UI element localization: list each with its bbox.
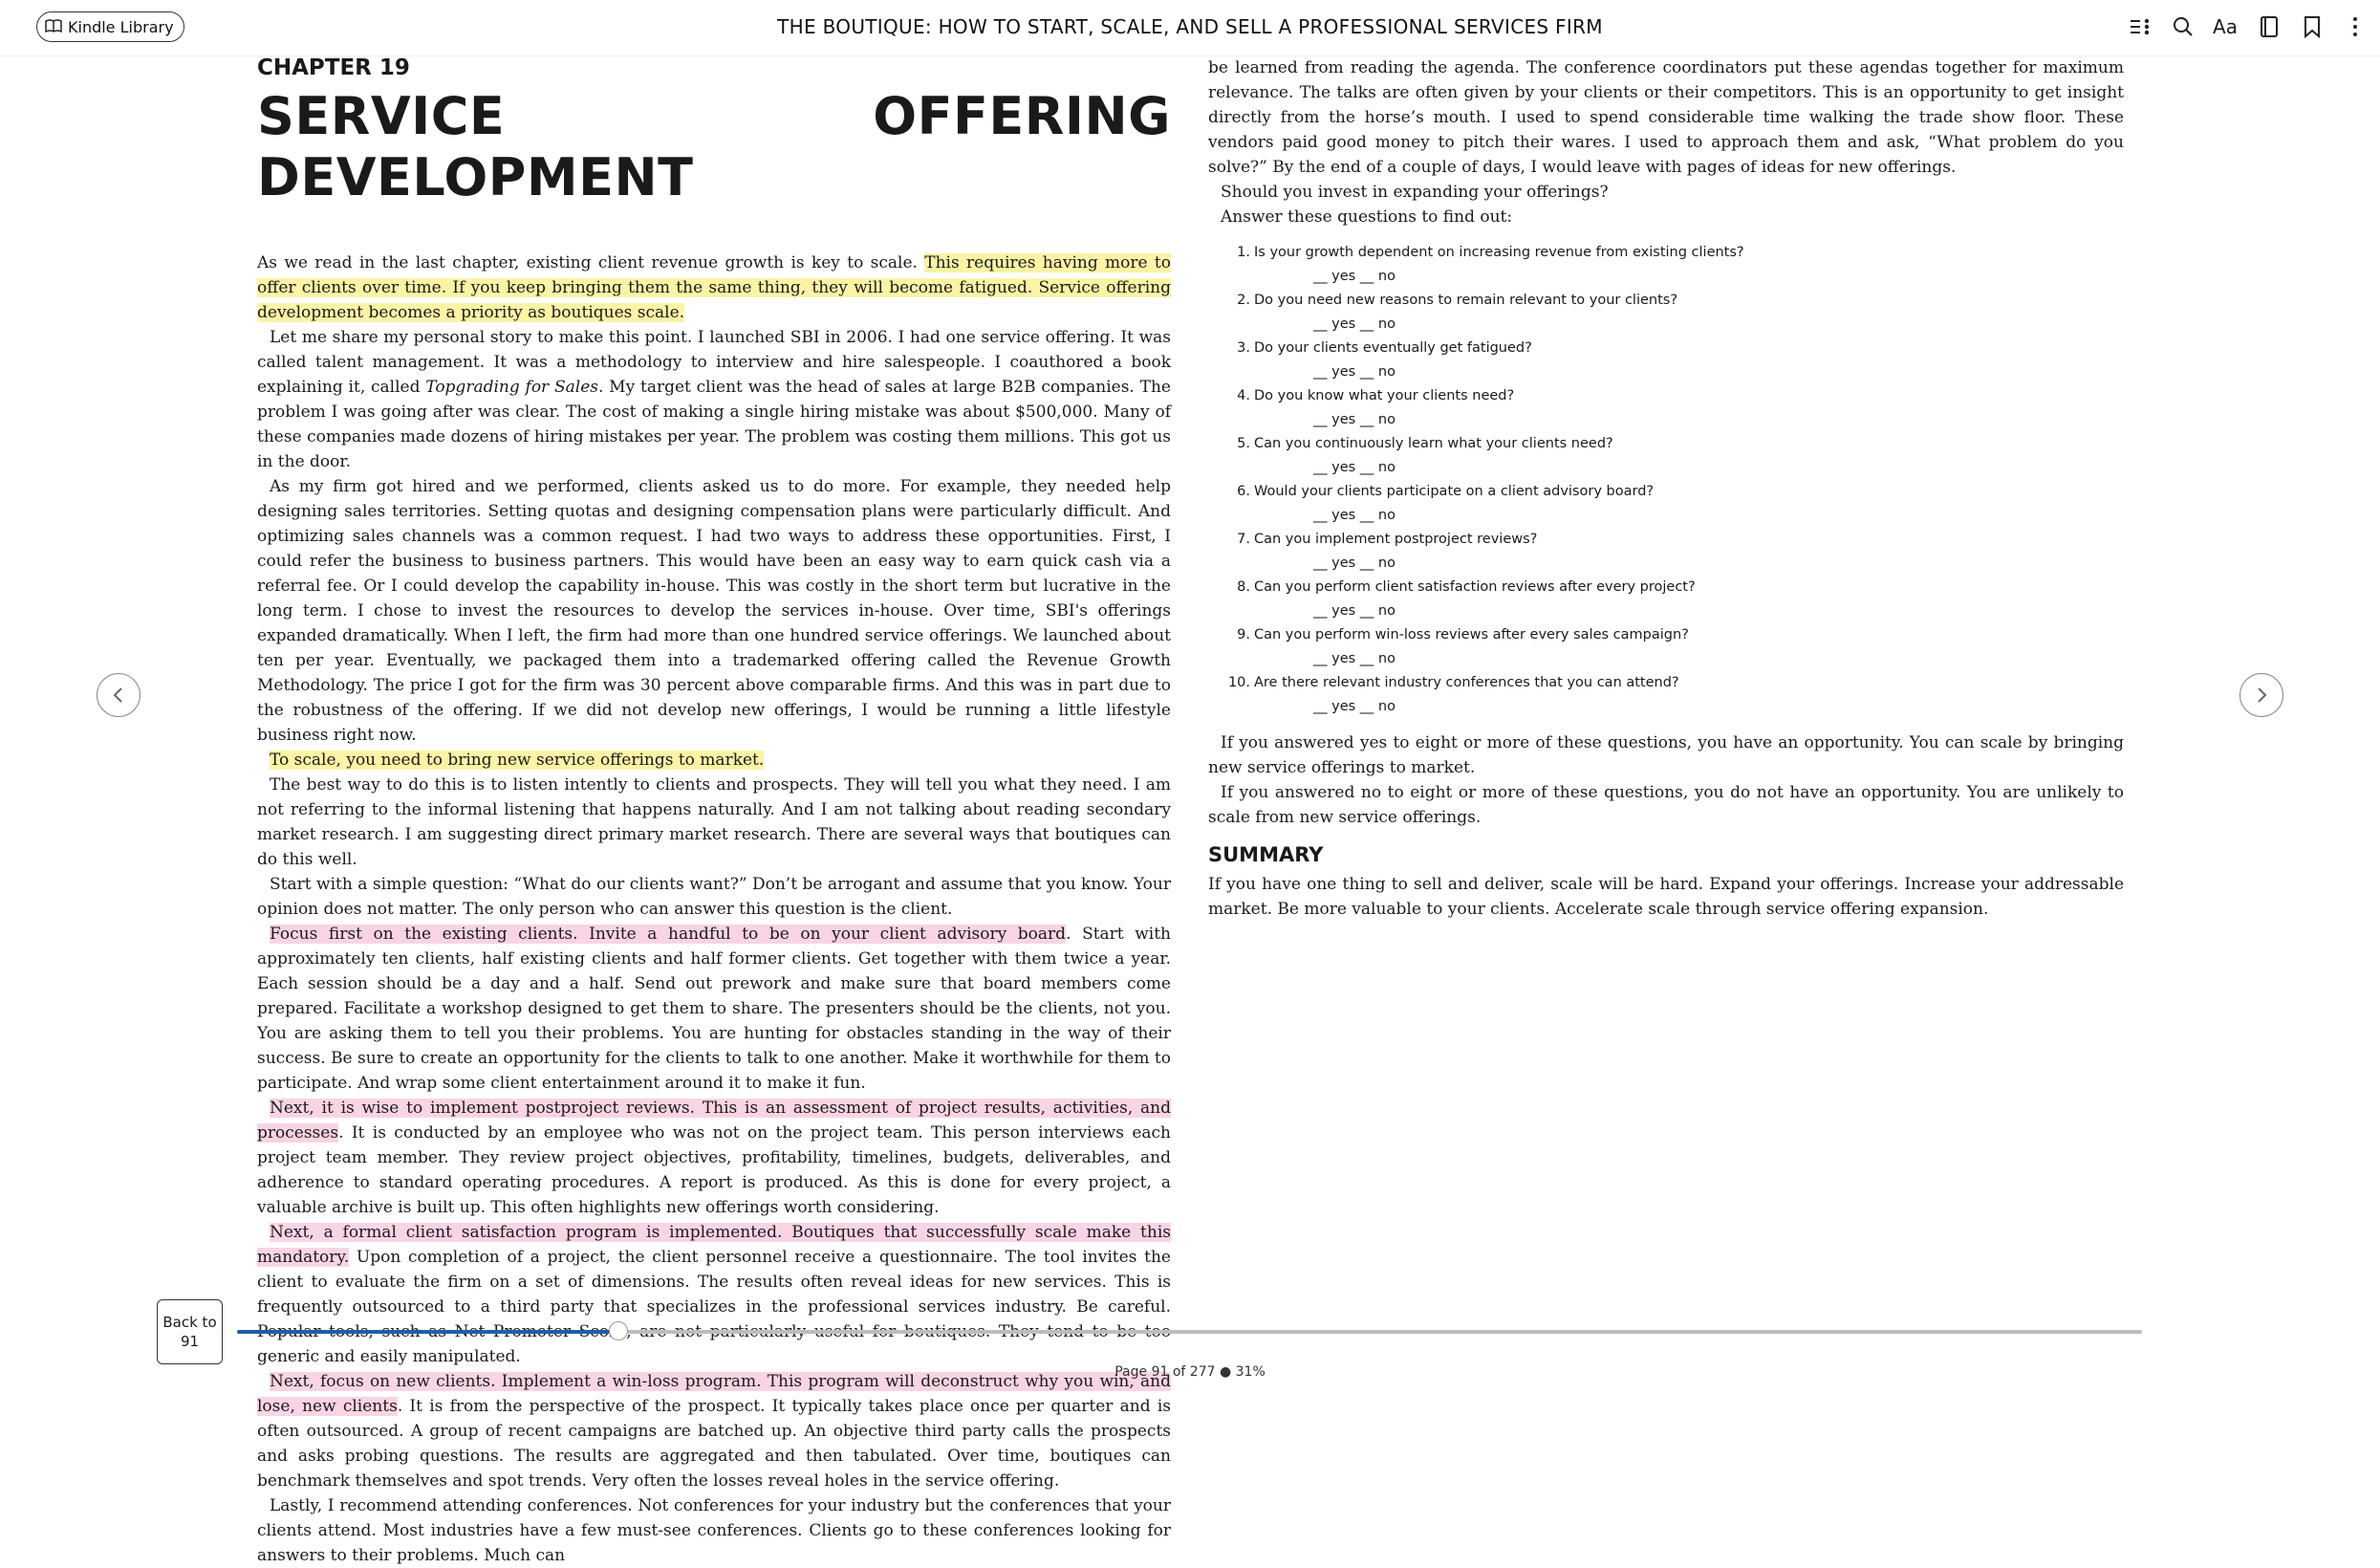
- answer-blanks: __ yes __ no: [1313, 412, 1396, 427]
- notebook-icon[interactable]: [2256, 13, 2283, 40]
- answer-blanks: __ yes __ no: [1313, 603, 1396, 619]
- answer-blanks: __ yes __ no: [1313, 651, 1396, 666]
- answer-blanks: __ yes __ no: [1313, 269, 1396, 284]
- question-text: Can you implement postproject reviews?: [1254, 532, 1538, 547]
- question-number: 1.: [1237, 245, 1250, 260]
- paragraph: As my firm got hired and we performed, clients asked us to do more. For example, they needed help designing sales territories. Setting quotas and designing compensation plans were particularly difficult. And optimizing sales channels was a common request. I had two ways to address these opportunities. First, I could refer the business to business partners. This would have been an easy way to earn quick cash via a referral fee. Or I could develop the capability in-house. This was costly in the short term but lucrative in the long term. I chose to invest the resources to develop the services in-house. Over time, SBI's offerings expanded dramatically. When I left, the firm had more than one hundred service offerings. We launched about ten per year. Eventually, we packaged them into a trademarked offering called the Revenue Growth Methodology. The price I got for the firm was 30 percent above comparable firms. And this was in part due to the robustness of the offering. If we did not develop new offerings, I would be running a little lifestyle business right now.: [257, 477, 1171, 745]
- question-text: Is your growth dependent on increasing revenue from existing clients?: [1254, 245, 1744, 260]
- chapter-label: CHAPTER 19: [257, 55, 410, 80]
- question-item: [1208, 576, 2124, 599]
- paragraph: [257, 748, 1171, 773]
- question-number: 9.: [1237, 627, 1250, 642]
- answer-blanks: __ yes __ no: [1313, 460, 1396, 475]
- paragraph: be learned from reading the agenda. The conference coordinators put these agendas together for maximum relevance. The talks are often given by your clients or their competitors. This is an opportunity to get insight directly from the horse’s mouth. I used to spend considerable time walking the trade show floor. These vendors paid good money to pitch their wares. I used to approach them and ask, “What problem do you solve?” By the end of a couple of days, I would leave with pages of ideas for new offerings.: [1208, 58, 2124, 177]
- question-item: [1208, 337, 2124, 360]
- answer-row: [1208, 552, 2124, 576]
- question-item: [1208, 432, 2124, 456]
- paragraph: The best way to do this is to listen intently to clients and prospects. They will tell you what they need. I am not referring to the informal listening that happens naturally. And I am not talking about reading secondary market research. I am suggesting direct primary market research. There are several ways that boutiques can do this well.: [257, 775, 1171, 869]
- question-number: 7.: [1237, 532, 1250, 547]
- question-intro: Should you invest in expanding your offerings?: [1221, 183, 1609, 202]
- back-to-page-button[interactable]: [157, 1299, 223, 1364]
- bookmark-icon[interactable]: [2299, 13, 2326, 40]
- highlight-pink[interactable]: Next, it is wise to implement postproject reviews. This is an assessment of project results, activities, and processes: [257, 1099, 1171, 1143]
- paragraph: If you answered yes to eight or more of these questions, you have an opportunity. You can scale by bringing new service offerings to market.: [1208, 733, 2124, 777]
- page-info: Page 91 of 277 ● 31%: [1114, 1364, 1266, 1380]
- next-page-button[interactable]: [2239, 673, 2283, 717]
- chapter-title: SERVICE OFFERING DEVELOPMENT: [257, 86, 1171, 207]
- question-text: Are there relevant industry conferences that you can attend?: [1254, 675, 1679, 690]
- paragraph: Focus first on the existing clients. Invite a handful to be on your client advisory board. Start with approximately ten clients, half existing clients and half former clients. Get together with them twice a year. Each session should be a day and a half. Send out prework and make sure that board members come prepared. Facilitate a workshop designed to get them to share. The presenters should be the clients, not you. You are asking them to tell you their problems. You are hunting for obstacles standing in the way of their success. Be sure to create an opportunity for the clients to talk to one another. Make it worthwhile for them to participate. And wrap some client entertainment around it to make it fun.: [257, 925, 1171, 1093]
- answer-row: [1208, 456, 2124, 480]
- answer-blanks: __ yes __ no: [1313, 508, 1396, 523]
- question-item: [1208, 289, 2124, 313]
- summary-heading: SUMMARY: [1208, 843, 1324, 866]
- paragraph: Lastly, I recommend attending conferences. Not conferences for your industry but the conferences that your clients attend. Most industries have a few must-see conferences. Clients go to these conferences looking for answers to their problems. Much can: [257, 1496, 1171, 1565]
- kindle-library-label: Kindle Library: [68, 17, 174, 36]
- table-of-contents-icon[interactable]: [2127, 13, 2153, 40]
- answer-row: [1208, 360, 2124, 384]
- question-number: 6.: [1237, 484, 1250, 499]
- answer-blanks: __ yes __ no: [1313, 699, 1396, 714]
- question-item: [1208, 384, 2124, 408]
- question-item: [1208, 671, 2124, 695]
- font-settings-icon[interactable]: Aa: [2213, 15, 2238, 38]
- question-text: Can you perform win-loss reviews after every sales campaign?: [1254, 627, 1689, 642]
- search-icon[interactable]: [2170, 13, 2196, 40]
- progress-thumb[interactable]: [609, 1321, 628, 1340]
- question-number: 3.: [1237, 340, 1250, 356]
- answer-blanks: __ yes __ no: [1313, 316, 1396, 332]
- paragraph: Let me share my personal story to make this point. I launched SBI in 2006. I had one service offering. It was called talent management. It was a methodology to interview and hire salespeople. I coauthored a book explaining it, called Topgrading for Sales. My target client was the head of sales at large B2B companies. The problem I was going after was clear. The cost of making a single hiring mistake was about $500,000. Many of these companies made dozens of hiring mistakes per year. The problem was costing them millions. This got us in the door.: [257, 328, 1171, 471]
- more-options-icon[interactable]: [2342, 13, 2369, 40]
- question-item: [1208, 241, 2124, 265]
- question-item: [1208, 480, 2124, 504]
- question-text: Do you need new reasons to remain relevant to your clients?: [1254, 293, 1678, 308]
- paragraph: Next, a formal client satisfaction program is implemented. Boutiques that successfully scale make this mandatory. Upon completion of a project, the client personnel receive a questionnaire. The tool invites the client to evaluate the firm on a set of dimensions. The results often reveal ideas for new services. This is frequently outsourced to a third party that specializes in the professional services industry. Be careful. generic and easily manipulated.: [257, 1223, 1171, 1366]
- highlight-pink[interactable]: Focus first on the existing clients. Invite a handful to be on your client advisory board: [270, 925, 1067, 944]
- question-text: Can you continuously learn what your clients need?: [1254, 436, 1613, 451]
- question-text: Do your clients eventually get fatigued?: [1254, 340, 1532, 356]
- book-title: THE BOUTIQUE: HOW TO START, SCALE, AND SELL A PROFESSIONAL SERVICES FIRM: [777, 15, 1603, 38]
- answer-row: [1208, 313, 2124, 337]
- left-page: [257, 55, 1171, 1568]
- back-label: Back to: [162, 1314, 217, 1331]
- progress-fill: [237, 1330, 618, 1334]
- previous-page-button[interactable]: [97, 673, 141, 717]
- paragraph: If you answered no to eight or more of these questions, you do not have an opportunity. You are unlikely to scale from new service offerings.: [1208, 783, 2124, 827]
- summary-text: If you have one thing to sell and deliver, scale will be hard. Expand your offerings. Increase your addressable market. Be more valuable to your clients. Accelerate scale through service offering expansion.: [1208, 875, 2124, 919]
- answer-row: [1208, 599, 2124, 623]
- question-text: Can you perform client satisfaction reviews after every project?: [1254, 579, 1696, 595]
- paragraph: Next, it is wise to implement postproject reviews. This is an assessment of project results, activities, and processes. It is conducted by an employee who was not on the project team. This person interviews each project team member. They review project objectives, profitability, timelines, budgets, deliverables, and adherence to standard operating procedures. A report is produced. As this is done for every project, a valuable archive is built up. This often highlights new offerings worth considering.: [257, 1099, 1171, 1217]
- question-number: 8.: [1237, 579, 1250, 595]
- paragraph: Start with a simple question: “What do our clients want?” Don’t be arrogant and assume that you know. Your opinion does not matter. The only person who can answer this question is the client.: [257, 875, 1171, 919]
- paragraph: Next, focus on new clients. Implement a win-loss program. This program will deconstruct why you win, and lose, new clients. It is from the perspective of the prospect. It typically takes place once per quarter and is often outsourced. A group of recent campaigns are batched up. An objective third party calls the prospects and asks probing questions. The results are aggregated and then tabulated. Over time, boutiques can benchmark themselves and spot trends. Very often the losses reveal holes in the service offering.: [257, 1372, 1171, 1491]
- answer-row: [1208, 504, 2124, 528]
- question-item: [1208, 528, 2124, 552]
- question-item: [1208, 623, 2124, 647]
- highlight-yellow[interactable]: This requires having more to offer clients over time. If you keep bringing them the same thing, they will become fatigued. Service offering development becomes a priority as boutiques scale.: [257, 253, 1171, 322]
- question-number: 2.: [1237, 293, 1250, 308]
- paragraph: As we read in the last chapter, existing client revenue growth is key to scale. This requires having more to offer clients over time. If you keep bringing them the same thing, they will become fatigued. Service offering development becomes a priority as boutiques scale.: [257, 253, 1171, 322]
- chevron-left-icon: [112, 686, 125, 705]
- highlight-pink[interactable]: Next, focus on new clients. Implement a win-loss program. This program will deconstruct why you win, and lose, new clients: [257, 1372, 1171, 1416]
- highlight-yellow[interactable]: To scale, you need to bring new service offerings to market.: [270, 751, 765, 770]
- answer-row: [1208, 647, 2124, 671]
- top-bar: [0, 0, 2380, 56]
- answer-blanks: __ yes __ no: [1313, 364, 1396, 380]
- question-list: [1208, 241, 2124, 719]
- right-page: [1208, 55, 2124, 922]
- chevron-right-icon: [2255, 686, 2268, 705]
- question-number: 10.: [1227, 675, 1250, 690]
- answer-blanks: __ yes __ no: [1313, 555, 1396, 571]
- question-text: Do you know what your clients need?: [1254, 388, 1515, 403]
- question-number: 4.: [1237, 388, 1250, 403]
- question-number: 5.: [1237, 436, 1250, 451]
- highlight-pink[interactable]: Next, a formal client satisfaction program is implemented. Boutiques that successfully scale make this mandatory.: [257, 1223, 1171, 1267]
- question-intro-2: Answer these questions to find out:: [1221, 207, 1513, 227]
- progress-slider[interactable]: [237, 1330, 2142, 1334]
- back-page-number: 91: [180, 1333, 200, 1350]
- answer-row: [1208, 695, 2124, 719]
- question-text: Would your clients participate on a client advisory board?: [1254, 484, 1655, 499]
- answer-row: [1208, 265, 2124, 289]
- answer-row: [1208, 408, 2124, 432]
